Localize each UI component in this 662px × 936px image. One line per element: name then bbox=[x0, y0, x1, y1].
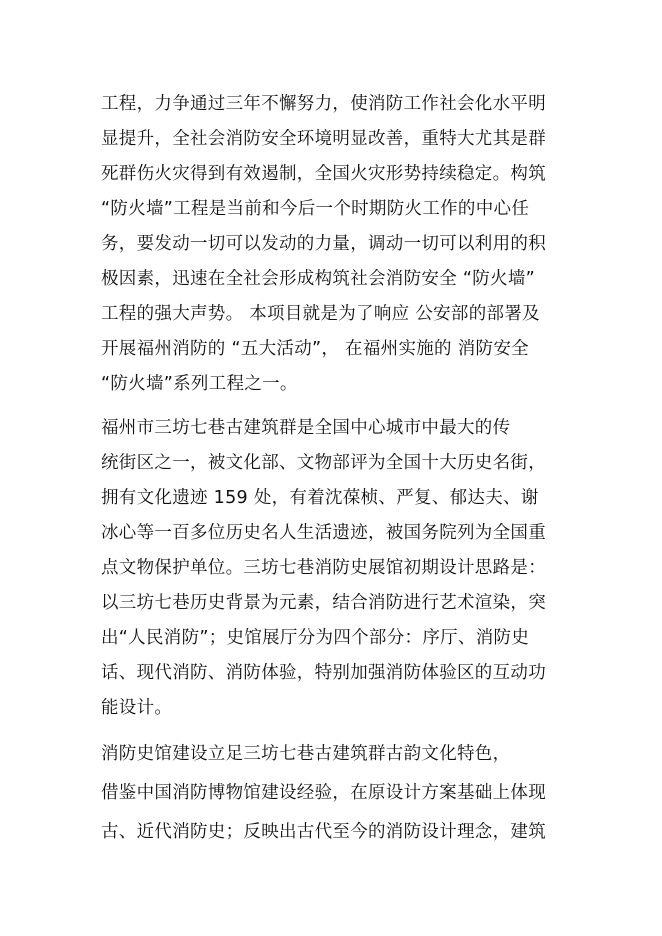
paragraph-1-line-2: 显提升，全社会消防安全环境明显改善，重特大尤其是群 bbox=[101, 129, 546, 149]
paragraph-2-line-6: 以三坊七巷历史背景为元素，结合消防进行艺术渲染，突 bbox=[101, 593, 546, 613]
paragraph-1-line-5: 务，要发动一切可以发动的力量，调动一切可以利用的积 bbox=[101, 234, 546, 254]
paragraph-1-line-3: 死群伤火灾得到有效遏制，全国火灾形势持续稳定。构筑 bbox=[101, 164, 546, 184]
paragraph-2-line-9: 能设计。 bbox=[101, 698, 173, 718]
paragraph-2-line-8: 话、现代消防、消防体验，特别加强消防体验区的互动功 bbox=[101, 663, 546, 683]
paragraph-2-line-4: 冰心等一百多位历史名人生活遗迹，被国务院列为全国重 bbox=[101, 523, 546, 543]
paragraph-2-line-5: 点文物保护单位。三坊七巷消防史展馆初期设计思路是： bbox=[101, 558, 546, 578]
paragraph-1-line-1: 工程，力争通过三年不懈努力，使消防工作社会化水平明 bbox=[101, 94, 546, 114]
paragraph-3-line-1: 消防史馆建设立足三坊七巷古建筑群古韵文化特色， bbox=[101, 744, 511, 764]
paragraph-1-line-9: “防火墙”系列工程之一。 bbox=[101, 374, 298, 394]
paragraph-1-line-7: 工程的强大声势。 本项目就是为了响应 公安部的部署及 bbox=[101, 304, 540, 324]
paragraph-3-line-3: 古、近代消防史；反映出古代至今的消防设计理念，建筑 bbox=[101, 822, 546, 842]
paragraph-1-line-6: 极因素，迅速在全社会形成构筑社会消防安全 “防火墙” bbox=[101, 269, 535, 289]
paragraph-1-line-4: “防火墙”工程是当前和今后一个时期防火工作的中心任 bbox=[101, 199, 530, 219]
paragraph-2-line-7: 出“人民消防”；史馆展厅分为四个部分：序厅、消防史 bbox=[101, 628, 530, 648]
paragraph-2-line-2: 统街区之一，被文化部、文物部评为全国十大历史名街， bbox=[101, 453, 546, 473]
paragraph-1-line-8: 开展福州消防的 “五大活动”， 在福州实施的 消防安全 bbox=[101, 339, 529, 359]
paragraph-2-line-3: 拥有文化遗迹 159 处，有着沈葆桢、严复、郁达夫、谢 bbox=[101, 488, 539, 508]
paragraph-2-line-1: 福州市三坊七巷古建筑群是全国中心城市中最大的传 bbox=[101, 418, 511, 438]
paragraph-3-line-2: 借鉴中国消防博物馆建设经验，在原设计方案基础上体现 bbox=[101, 783, 546, 803]
